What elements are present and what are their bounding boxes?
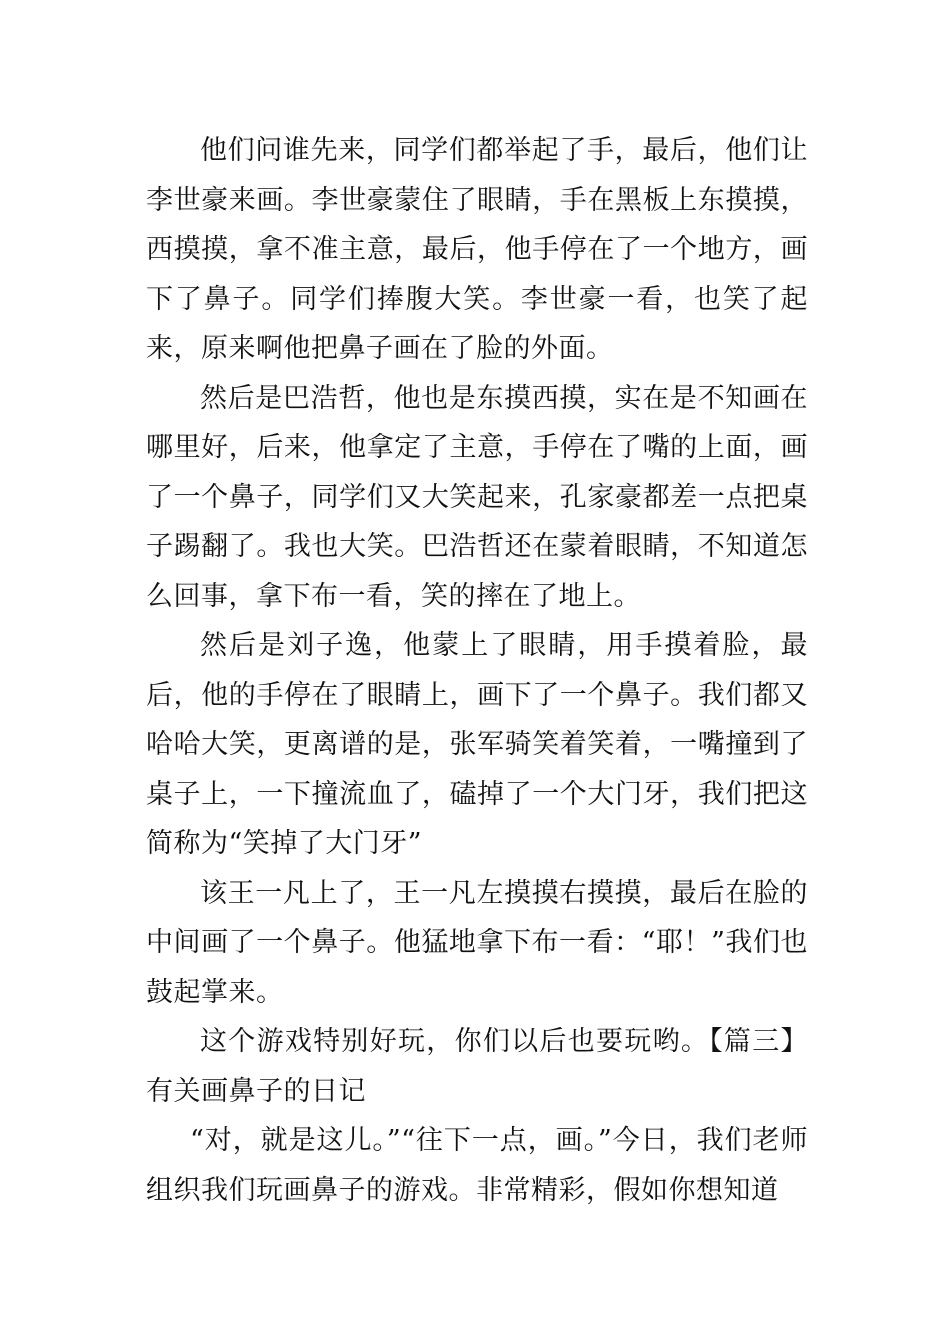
paragraph-3: 然后是刘子逸，他蒙上了眼睛，用手摸着脸，最后，他的手停在了眼睛上，画下了一个鼻子。我们都又哈哈大笑，更离谱的是，张军骑笑着笑着，一嘴撞到了桌子上，一下撞流血了，磕掉了一个大门牙，我们把这简称为“笑掉了大门牙” [146,630,808,859]
document-body [146,126,808,1215]
paragraph-6: “对，就是这儿。”“往下一点，画。”今日，我们老师组织我们玩画鼻子的游戏。非常精彩，假如你想知道 [146,1125,808,1206]
paragraph-1: 他们问谁先来，同学们都举起了手，最后，他们让李世豪来画。李世豪蒙住了眼睛，手在黑板上东摸摸，西摸摸，拿不准主意，最后，他手停在了一个地方，画下了鼻子。同学们捧腹大笑。李世豪一看，也笑了起来，原来啊他把鼻子画在了脸的外面。 [146,135,808,364]
paragraph-5: 这个游戏特别好玩，你们以后也要玩哟。【篇三】有关画鼻子的日记 [146,1026,808,1107]
paragraph-4: 该王一凡上了，王一凡左摸摸右摸摸，最后在脸的中间画了一个鼻子。他猛地拿下布一看：“耶！”我们也鼓起掌来。 [146,877,808,1008]
paragraph-2: 然后是巴浩哲，他也是东摸西摸，实在是不知画在哪里好，后来，他拿定了主意，手停在了嘴的上面，画了一个鼻子，同学们又大笑起来，孔家豪都差一点把桌子踢翻了。我也大笑。巴浩哲还在蒙着眼睛，不知道怎么回事，拿下布一看，笑的摔在了地上。 [146,382,808,612]
